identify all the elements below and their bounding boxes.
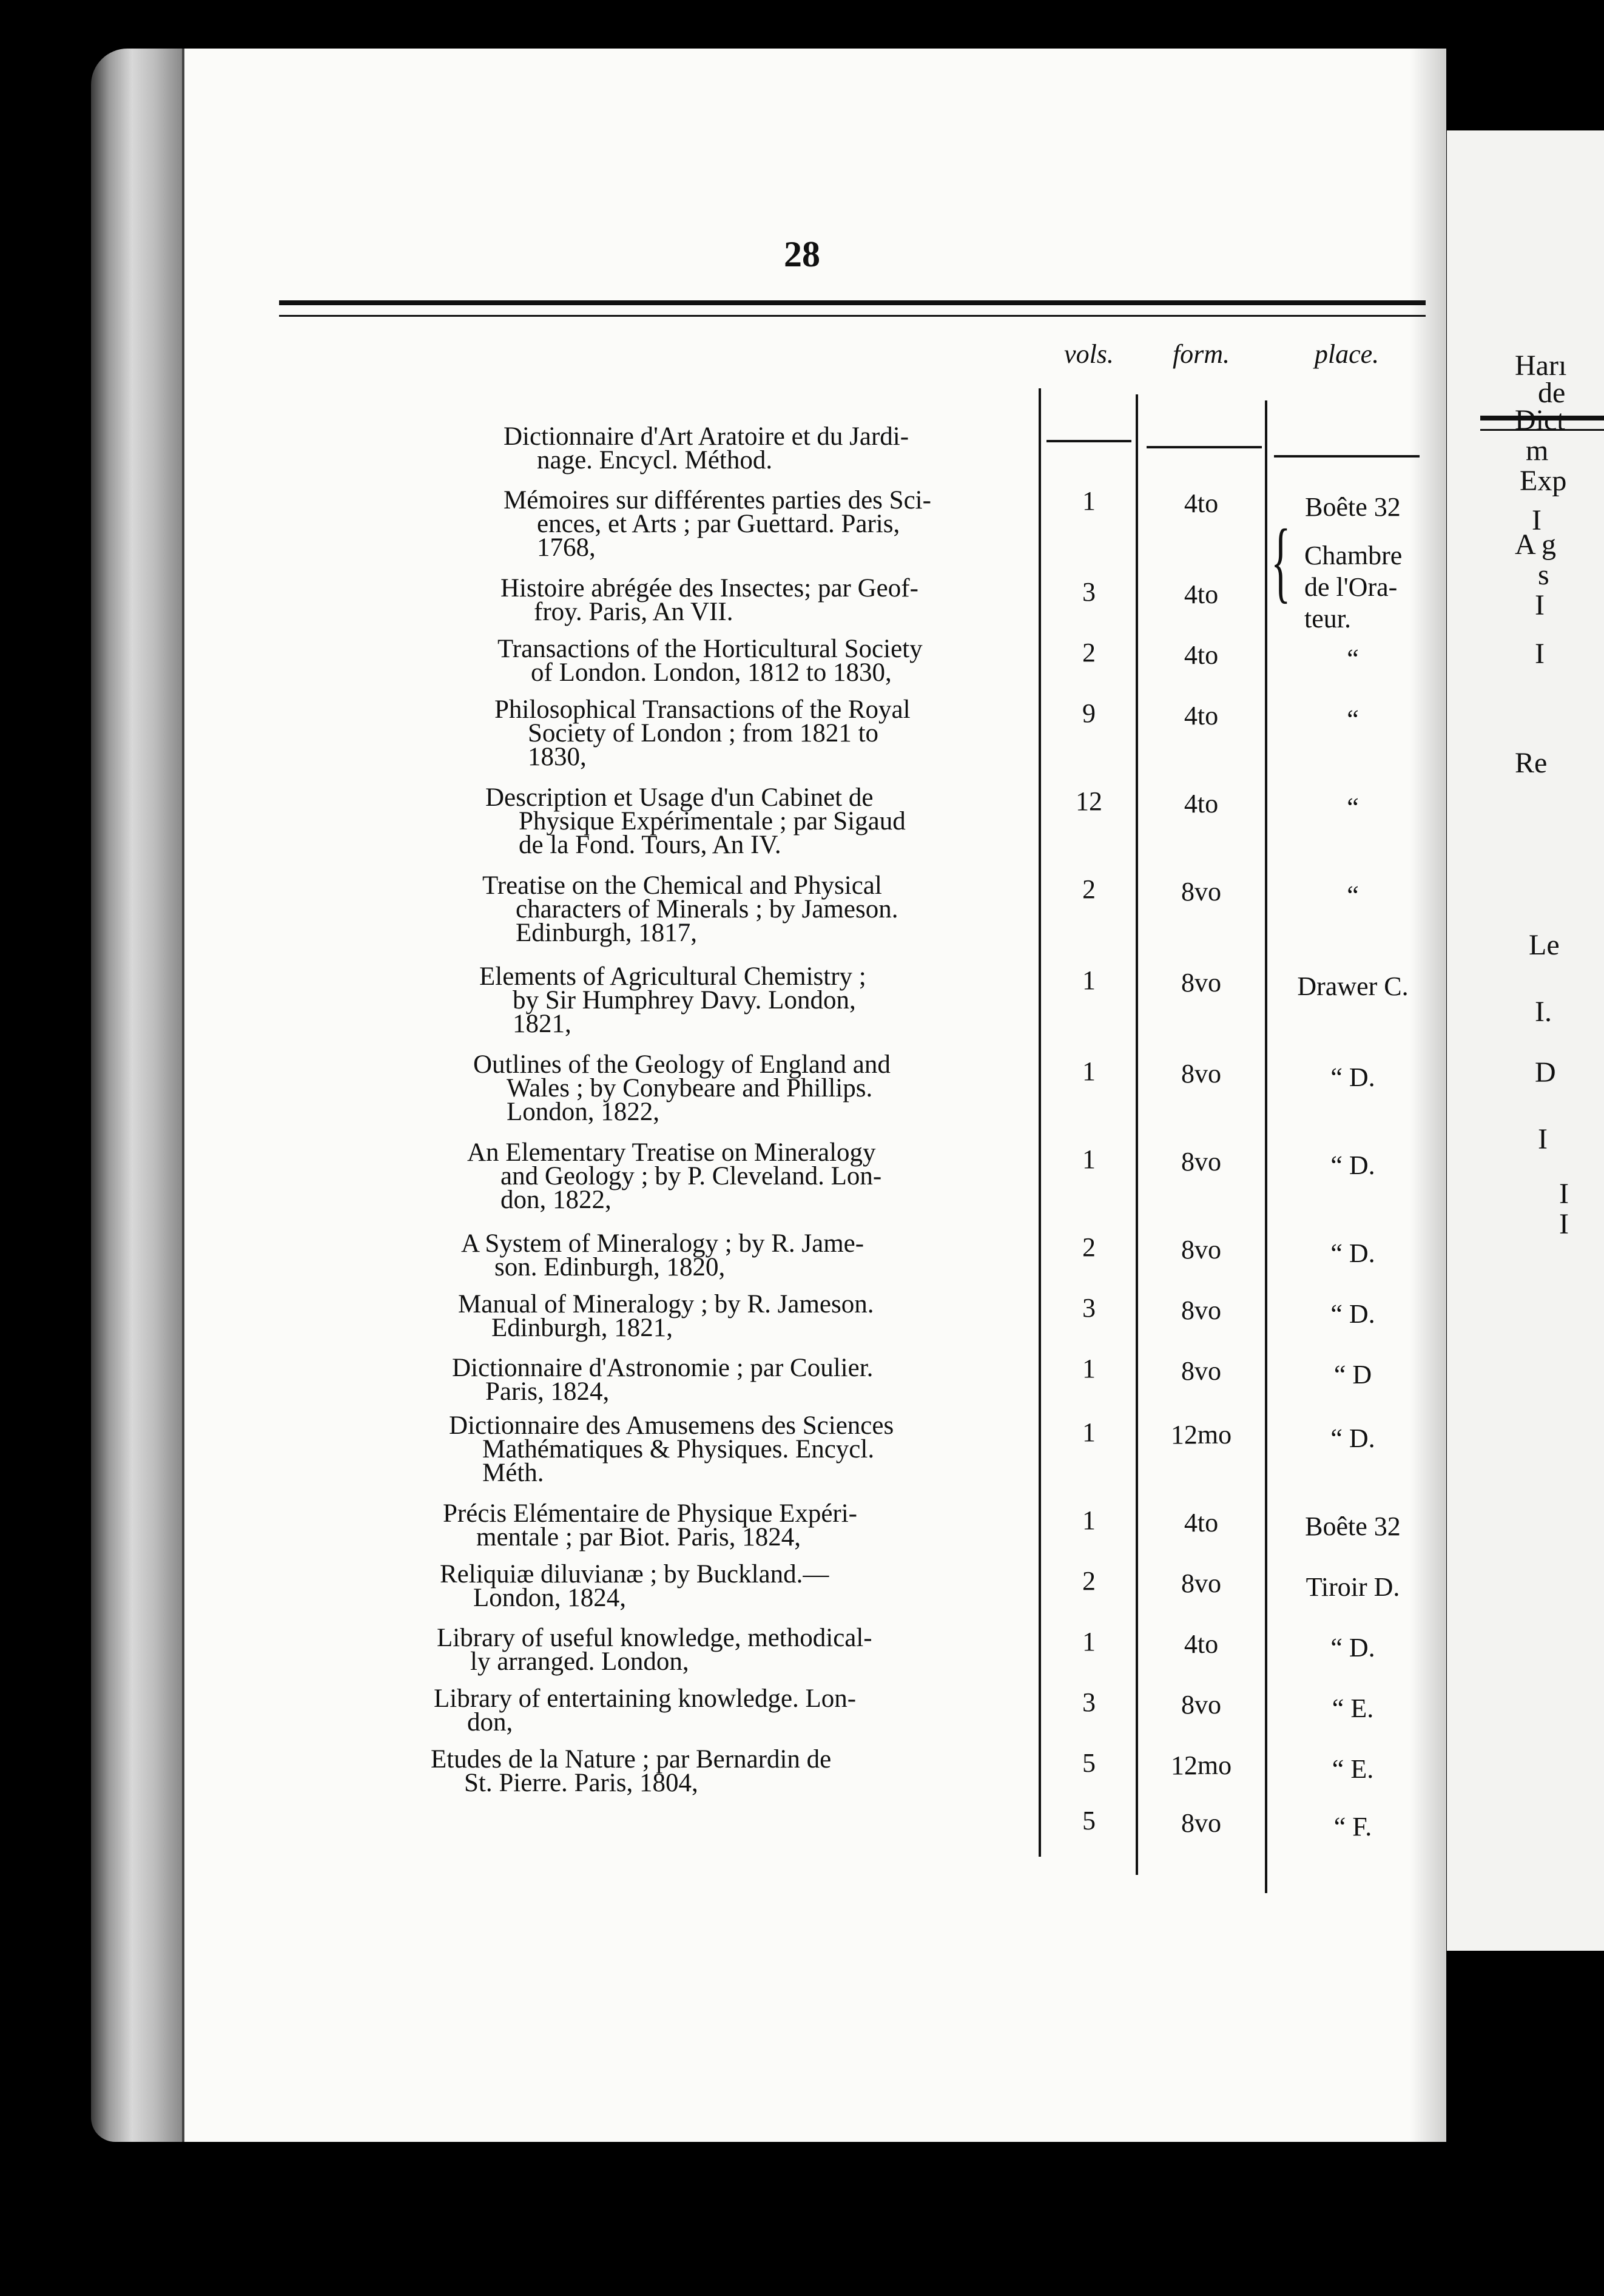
rule-under-place <box>1274 455 1420 458</box>
form-cell: 4to <box>1184 1508 1219 1538</box>
entry-line: Outlines of the Geology of England and <box>473 1050 891 1079</box>
column-divider-3 <box>1265 400 1267 1893</box>
entry-line: de la Fond. Tours, An IV. <box>519 831 781 859</box>
entry-title <box>431 1747 1025 1795</box>
vols-cell: 2 <box>1082 638 1096 667</box>
header-double-rule <box>279 300 1426 317</box>
entry-line: characters of Minerals ; by Jameson. <box>516 895 898 923</box>
place-cell: “ D. <box>1330 1238 1375 1268</box>
page-number: 28 <box>784 234 820 274</box>
next-page-strip <box>1447 130 1604 1951</box>
place-cell: Boête 32 <box>1305 492 1401 522</box>
place-cell: Drawer C. <box>1297 971 1409 1001</box>
vols-cell: 1 <box>1082 1627 1096 1656</box>
next-page-fragment: A g <box>1515 528 1557 561</box>
entry-line: don, <box>467 1708 513 1737</box>
vols-cell: 1 <box>1082 1354 1096 1383</box>
entry-title <box>458 1292 1025 1340</box>
rule-under-vols <box>1046 440 1131 442</box>
entry-line: Library of entertaining knowledge. Lon- <box>434 1684 857 1713</box>
column-header-place: place. <box>1314 339 1380 369</box>
place-cell-line: teur. <box>1304 604 1351 633</box>
place-cell: “ <box>1347 644 1359 674</box>
form-cell: 8vo <box>1181 1147 1221 1177</box>
form-cell: 8vo <box>1181 1808 1221 1838</box>
entry-title <box>504 422 1025 474</box>
entry-line: St. Pierre. Paris, 1804, <box>464 1769 698 1797</box>
vols-cell: 2 <box>1082 1232 1096 1262</box>
entry-line: Méth. <box>482 1459 544 1487</box>
next-page-fragment: I. <box>1535 996 1552 1028</box>
vols-cell: 3 <box>1082 577 1096 607</box>
form-cell: 4to <box>1184 789 1219 819</box>
entry-line: nage. Encycl. Méthod. <box>537 446 773 474</box>
entry-line: 1830, <box>528 743 587 771</box>
next-page-fragment: I <box>1538 1123 1548 1155</box>
entry-line: Description et Usage d'un Cabinet de <box>485 783 874 812</box>
book-page-edges <box>91 49 182 2142</box>
next-page-fragment: I <box>1559 1208 1569 1240</box>
form-cell: 4to <box>1184 701 1219 731</box>
next-page-fragment: s <box>1538 559 1549 591</box>
entry-line: Society of London ; from 1821 to <box>528 719 879 748</box>
vols-cell: 5 <box>1082 1748 1096 1778</box>
vols-cell: 1 <box>1082 486 1096 516</box>
form-cell: 8vo <box>1181 877 1221 907</box>
entry-title <box>482 871 1025 947</box>
entry-title <box>440 1562 1025 1610</box>
entry-line: Dictionnaire des Amusemens des Sciences <box>449 1411 894 1440</box>
entry-line: don, 1822, <box>500 1186 612 1214</box>
next-page-fragment: D <box>1535 1056 1556 1089</box>
next-page-fragment: m <box>1526 434 1549 467</box>
entry-line: A System of Mineralogy ; by R. Jame- <box>461 1229 864 1258</box>
form-cell: 4to <box>1184 488 1219 518</box>
entry-line: 1768, <box>537 533 596 562</box>
vols-cell: 2 <box>1082 874 1096 904</box>
next-page-fragment: Re <box>1515 747 1548 779</box>
next-page-fragment: Harı <box>1515 349 1567 382</box>
entry-title <box>437 1624 1025 1676</box>
entry-line: ly arranged. London, <box>470 1647 689 1676</box>
entry-line: Reliquiæ diluvianæ ; by Buckland.— <box>440 1560 829 1589</box>
form-cell: 4to <box>1184 640 1219 670</box>
form-cell: 12mo <box>1170 1751 1232 1780</box>
next-page-fragment: I <box>1559 1178 1569 1210</box>
entry-line: son. Edinburgh, 1820, <box>494 1253 726 1281</box>
place-cell: “ <box>1347 704 1359 734</box>
place-cell: “ D. <box>1330 1423 1375 1453</box>
next-page-fragment: de <box>1538 377 1566 409</box>
entry-title <box>500 576 1025 624</box>
place-cell: “ <box>1347 880 1359 910</box>
vols-cell: 5 <box>1082 1806 1096 1835</box>
vols-cell: 1 <box>1082 1144 1096 1174</box>
entry-title <box>467 1138 1025 1214</box>
entry-line: Library of useful knowledge, methodical- <box>437 1624 872 1652</box>
column-header-form: form. <box>1172 339 1230 369</box>
entry-line: ences, et Arts ; par Guettard. Paris, <box>537 510 900 538</box>
place-cell: “ E. <box>1332 1693 1374 1723</box>
entry-line: Edinburgh, 1821, <box>491 1314 673 1342</box>
entry-line: Edinburgh, 1817, <box>516 919 698 947</box>
entry-line: mentale ; par Biot. Paris, 1824, <box>476 1523 801 1551</box>
brace-symbol: { <box>1271 511 1291 612</box>
entry-line: Treatise on the Chemical and Physical <box>482 871 882 900</box>
vols-cell: 1 <box>1082 1505 1096 1535</box>
entry-title <box>497 635 1025 687</box>
entry-line: Mathématiques & Physiques. Encycl. <box>482 1435 875 1464</box>
place-cell: “ D. <box>1330 1299 1375 1329</box>
entry-title <box>473 1050 1025 1126</box>
entry-line: 1821, <box>513 1010 571 1038</box>
place-cell: “ D. <box>1330 1062 1375 1092</box>
place-cell: “ D <box>1333 1360 1372 1389</box>
place-cell: “ D. <box>1330 1633 1375 1663</box>
entry-line: Manual of Mineralogy ; by R. Jameson. <box>458 1290 874 1319</box>
form-cell: 8vo <box>1181 1356 1221 1386</box>
next-page-fragment: I <box>1535 638 1545 670</box>
vols-cell: 1 <box>1082 965 1096 995</box>
vols-cell: 1 <box>1082 1417 1096 1447</box>
entry-line: froy. Paris, An VII. <box>534 598 733 626</box>
next-page-fragment: I <box>1535 589 1545 621</box>
entry-line: Dictionnaire d'Art Aratoire et du Jardi- <box>504 422 909 451</box>
entry-title <box>452 1354 1025 1406</box>
form-cell: 8vo <box>1181 968 1221 998</box>
place-cell: “ <box>1347 792 1359 822</box>
place-cell: “ D. <box>1330 1150 1375 1180</box>
entry-line: by Sir Humphrey Davy. London, <box>513 986 856 1015</box>
place-cell: “ F. <box>1333 1812 1372 1842</box>
entry-line: Paris, 1824, <box>485 1377 610 1406</box>
entry-line: London, 1822, <box>507 1098 660 1126</box>
form-cell: 8vo <box>1181 1295 1221 1325</box>
next-page-fragment: Dict <box>1515 404 1565 436</box>
vols-cell: 9 <box>1082 698 1096 728</box>
entry-line: of London. London, 1812 to 1830, <box>531 658 892 687</box>
entry-line: Elements of Agricultural Chemistry ; <box>479 962 866 991</box>
rule-under-form <box>1147 446 1262 448</box>
place-cell: “ E. <box>1332 1754 1374 1784</box>
vols-cell: 3 <box>1082 1687 1096 1717</box>
entry-line: Physique Expérimentale ; par Sigaud <box>519 807 906 836</box>
place-cell-line: Chambre <box>1304 541 1403 570</box>
vols-cell: 12 <box>1076 786 1102 816</box>
entry-line: London, 1824, <box>473 1584 627 1612</box>
entry-title <box>485 783 1025 859</box>
form-cell: 8vo <box>1181 1235 1221 1264</box>
next-page-fragment: I <box>1532 504 1542 536</box>
form-cell: 4to <box>1184 579 1219 609</box>
next-page-fragment: Exp <box>1520 465 1567 497</box>
form-cell: 8vo <box>1181 1059 1221 1089</box>
entry-line: Histoire abrégée des Insectes; par Geof- <box>500 574 918 603</box>
entry-line: An Elementary Treatise on Mineralogy <box>467 1138 876 1167</box>
form-cell: 4to <box>1184 1629 1219 1659</box>
entry-line: Wales ; by Conybeare and Phillips. <box>507 1074 873 1102</box>
entry-title <box>504 486 1025 562</box>
entry-title <box>461 1229 1025 1281</box>
place-cell-line: de l'Ora- <box>1304 572 1398 602</box>
entry-line: Dictionnaire d'Astronomie ; par Coulier. <box>452 1354 874 1382</box>
entry-title <box>494 695 1025 771</box>
vols-cell: 2 <box>1082 1566 1096 1596</box>
entry-line: Précis Elémentaire de Physique Expéri- <box>443 1499 858 1528</box>
place-cell: Boête 32 <box>1305 1511 1401 1541</box>
entry-title <box>434 1684 1025 1737</box>
entry-line: Etudes de la Nature ; par Bernardin de <box>431 1745 832 1774</box>
column-header-vols: vols. <box>1064 339 1114 369</box>
next-page-fragment: Le <box>1529 929 1560 961</box>
form-cell: 8vo <box>1181 1568 1221 1598</box>
entry-title <box>449 1411 1025 1487</box>
place-cell: Tiroir D. <box>1306 1572 1400 1602</box>
entry-line: Mémoires sur différentes parties des Sci- <box>504 486 931 515</box>
entry-line: Philosophical Transactions of the Royal <box>494 695 911 724</box>
form-cell: 12mo <box>1170 1420 1232 1450</box>
entry-title <box>443 1499 1025 1551</box>
entry-line: and Geology ; by P. Cleveland. Lon- <box>500 1162 882 1190</box>
vols-cell: 3 <box>1082 1293 1096 1323</box>
vols-cell: 1 <box>1082 1056 1096 1086</box>
form-cell: 8vo <box>1181 1690 1221 1720</box>
entry-line: Transactions of the Horticultural Society <box>497 635 923 663</box>
entry-title <box>479 962 1025 1038</box>
